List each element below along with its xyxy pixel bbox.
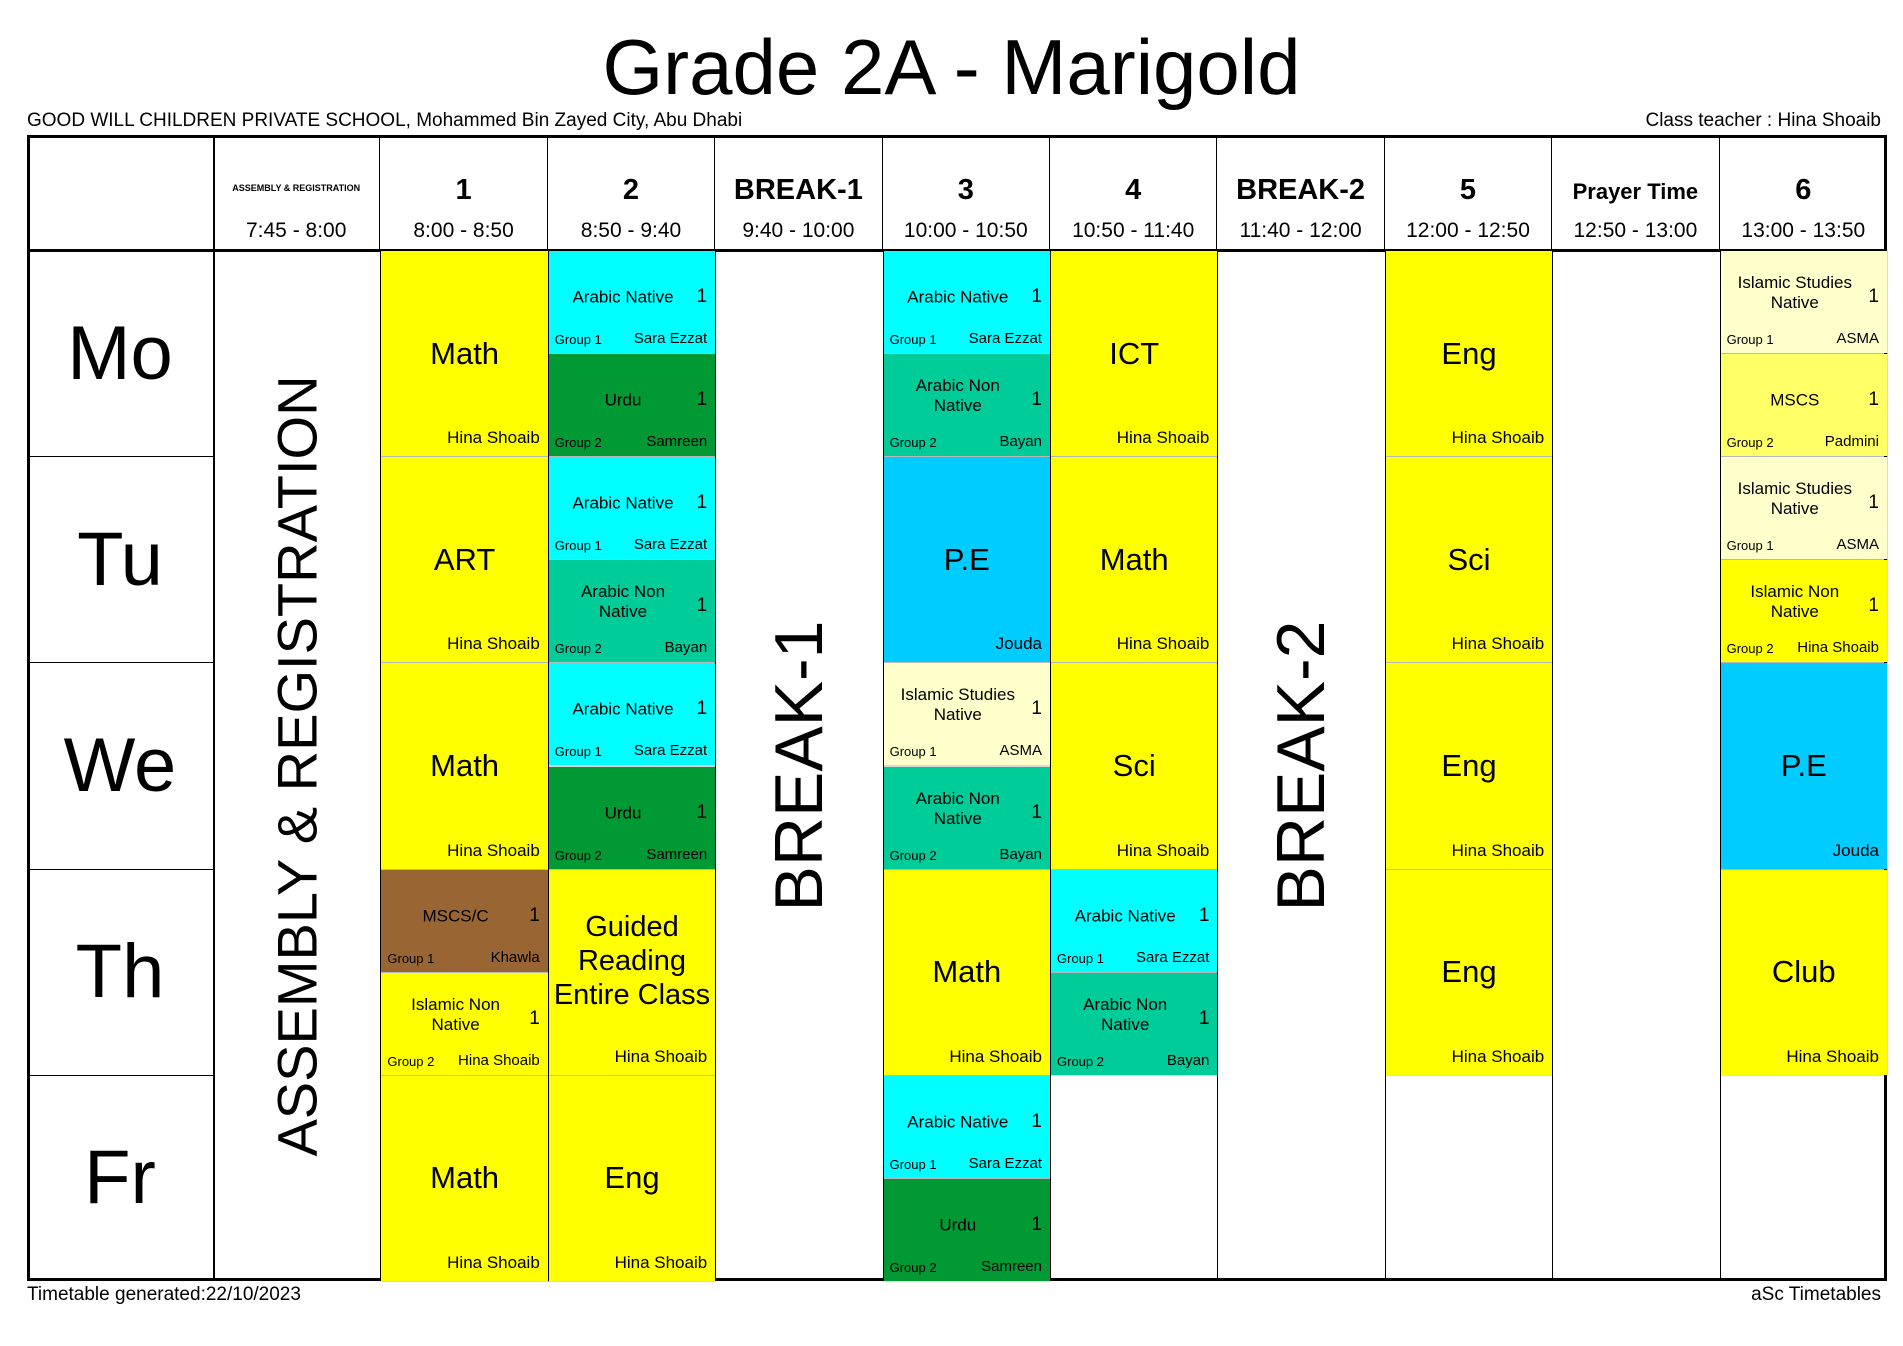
lesson-count: 1 xyxy=(696,492,708,514)
software-credit: aSc Timetables xyxy=(1751,1284,1881,1305)
lesson-teacher: Padmini xyxy=(1824,433,1879,451)
lesson-count: 1 xyxy=(529,1007,540,1029)
lesson-card[interactable] xyxy=(381,663,547,868)
lesson-card[interactable] xyxy=(1051,973,1217,1075)
period-label: ASSEMBLY & REGISTRATION xyxy=(232,183,361,193)
lesson-subject: Arabic Native xyxy=(907,1112,1009,1132)
lesson-card[interactable] xyxy=(1051,663,1217,868)
assembly-registration-label: ASSEMBLY & REGISTRATION xyxy=(265,374,329,1157)
lesson-teacher: Hina Shoaib xyxy=(1451,428,1545,448)
period-label: Prayer Time xyxy=(1572,179,1699,204)
lesson-count: 1 xyxy=(1031,1111,1042,1133)
lesson-teacher: Hina Shoaib xyxy=(1786,1046,1879,1066)
lesson-subject: Islamic Studies Native xyxy=(1737,479,1852,519)
lesson-subject: Arabic Non Native xyxy=(580,582,666,622)
lesson-subject: Eng xyxy=(1441,747,1497,783)
lesson-group: Group 1 xyxy=(554,332,602,348)
lesson-card[interactable] xyxy=(549,354,715,456)
lesson-subject: Arabic Native xyxy=(572,700,674,720)
lesson-teacher: Hina Shoaib xyxy=(1116,428,1210,448)
lesson-teacher: Sara Ezzat xyxy=(633,330,708,348)
lesson-count: 1 xyxy=(1031,698,1042,720)
lesson-teacher: Samreen xyxy=(981,1257,1042,1275)
lesson-card[interactable] xyxy=(1386,870,1552,1075)
lesson-teacher: Hina Shoaib xyxy=(447,634,540,654)
lesson-teacher: ASMA xyxy=(1836,330,1879,348)
lesson-count: 1 xyxy=(1868,595,1879,617)
lesson-subject: Math xyxy=(430,747,500,783)
lesson-card[interactable] xyxy=(381,870,547,972)
lesson-card[interactable] xyxy=(1721,663,1887,868)
period-label: 3 xyxy=(957,174,974,206)
lesson-card[interactable] xyxy=(1386,251,1552,456)
generated-date: Timetable generated:22/10/2023 xyxy=(27,1284,301,1305)
lesson-subject: ICT xyxy=(1109,335,1160,371)
lesson-card[interactable] xyxy=(1721,870,1887,1075)
lesson-teacher: Sara Ezzat xyxy=(633,742,708,760)
lesson-group: Group 1 xyxy=(889,332,937,348)
lesson-subject: Club xyxy=(1771,954,1836,990)
lesson-card[interactable] xyxy=(884,1179,1050,1281)
lesson-card[interactable] xyxy=(884,1076,1050,1178)
lesson-subject: Arabic Non Native xyxy=(1083,994,1168,1034)
lesson-card[interactable] xyxy=(549,870,715,1075)
lesson-group: Group 1 xyxy=(1726,538,1774,554)
lesson-card[interactable] xyxy=(1051,457,1217,662)
lesson-teacher: Bayan xyxy=(664,639,708,657)
lesson-group: Group 1 xyxy=(554,538,602,554)
lesson-count: 1 xyxy=(1868,492,1879,514)
lesson-subject: Urdu xyxy=(604,390,642,410)
lesson-count: 1 xyxy=(529,904,540,926)
lesson-card[interactable] xyxy=(884,663,1050,765)
period-header xyxy=(1720,135,1887,250)
period-header xyxy=(883,135,1050,250)
period-header xyxy=(548,135,715,250)
lesson-card[interactable] xyxy=(549,457,715,559)
lesson-teacher: Hina Shoaib xyxy=(1116,840,1210,860)
lesson-subject: Arabic Non Native xyxy=(915,376,1000,416)
period-header xyxy=(1217,135,1384,250)
period-header xyxy=(213,135,380,250)
period-header xyxy=(1385,135,1552,250)
lesson-teacher: Hina Shoaib xyxy=(1116,634,1210,654)
lesson-count: 1 xyxy=(696,698,708,720)
lesson-count: 1 xyxy=(1868,286,1879,308)
lesson-subject: Sci xyxy=(1447,541,1491,577)
lesson-subject: Math xyxy=(430,335,500,371)
period-header xyxy=(1552,135,1719,250)
lesson-card[interactable] xyxy=(549,663,715,765)
lesson-teacher: Bayan xyxy=(999,433,1042,451)
lesson-teacher: ASMA xyxy=(999,742,1042,760)
day-label: Tu xyxy=(77,516,163,602)
period-time: 8:00 - 8:50 xyxy=(413,219,514,242)
lesson-count: 1 xyxy=(696,389,708,411)
lesson-group: Group 2 xyxy=(554,847,602,863)
day-label: Mo xyxy=(67,310,173,396)
lesson-card[interactable] xyxy=(549,560,715,662)
lesson-subject: Sci xyxy=(1112,747,1156,783)
lesson-card[interactable] xyxy=(1721,457,1887,559)
period-label: 1 xyxy=(455,174,472,206)
lesson-subject: Math xyxy=(1099,541,1169,577)
page-title: Grade 2A - Marigold xyxy=(602,23,1301,111)
lesson-count: 1 xyxy=(1031,389,1042,411)
lesson-subject: Guided Reading Entire Class xyxy=(553,910,711,1011)
lesson-teacher: Hina Shoaib xyxy=(447,1252,540,1272)
period-time: 10:50 - 11:40 xyxy=(1072,219,1195,242)
lesson-teacher: Hina Shoaib xyxy=(1451,1046,1545,1066)
lesson-subject: Eng xyxy=(1441,335,1497,371)
lesson-card[interactable] xyxy=(1386,663,1552,868)
lesson-teacher: Sara Ezzat xyxy=(1136,948,1210,966)
period-label: 4 xyxy=(1125,174,1142,206)
lesson-card[interactable] xyxy=(1721,560,1887,662)
lesson-group: Group 1 xyxy=(1726,332,1774,348)
lesson-count: 1 xyxy=(1198,1007,1210,1029)
lesson-count: 1 xyxy=(696,286,708,308)
lesson-group: Group 2 xyxy=(1726,641,1774,657)
period-time: 8:50 - 9:40 xyxy=(580,219,682,242)
class-teacher: Class teacher : Hina Shoaib xyxy=(1645,110,1881,131)
lesson-card[interactable] xyxy=(1721,354,1887,456)
period-label: 2 xyxy=(622,174,640,206)
lesson-teacher: Hina Shoaib xyxy=(614,1252,708,1272)
period-header xyxy=(380,135,547,250)
day-label: Th xyxy=(75,929,165,1015)
lesson-teacher: Hina Shoaib xyxy=(447,428,540,448)
period-time: 7:45 - 8:00 xyxy=(245,219,347,242)
lesson-card[interactable] xyxy=(381,973,547,1075)
lesson-teacher: Sara Ezzat xyxy=(633,536,708,554)
lesson-count: 1 xyxy=(1198,904,1210,926)
lesson-teacher: Hina Shoaib xyxy=(447,840,540,860)
lesson-subject: Islamic Non Native xyxy=(411,994,500,1034)
lesson-count: 1 xyxy=(1868,389,1879,411)
lesson-count: 1 xyxy=(1031,801,1042,823)
lesson-group: Group 1 xyxy=(889,1156,937,1172)
lesson-subject: Math xyxy=(932,954,1002,990)
lesson-card[interactable] xyxy=(884,457,1050,662)
period-header xyxy=(1050,135,1217,250)
lesson-group: Group 2 xyxy=(1726,435,1774,451)
lesson-card[interactable] xyxy=(381,1076,547,1281)
lesson-group: Group 2 xyxy=(889,847,937,863)
lesson-subject: Arabic Native xyxy=(907,287,1009,307)
lesson-subject: P.E xyxy=(1780,747,1827,783)
lesson-count: 1 xyxy=(696,595,708,617)
lesson-card[interactable] xyxy=(549,251,715,353)
lesson-group: Group 1 xyxy=(889,744,937,760)
lesson-subject: Arabic Non Native xyxy=(915,788,1000,828)
day-label: Fr xyxy=(84,1135,156,1221)
lesson-teacher: Jouda xyxy=(995,634,1042,654)
break-2-label: BREAK-2 xyxy=(1263,620,1340,911)
lesson-card[interactable] xyxy=(884,870,1050,1075)
lesson-card[interactable] xyxy=(1386,457,1552,662)
lesson-group: Group 1 xyxy=(387,950,435,966)
lesson-group: Group 2 xyxy=(889,1259,937,1275)
lesson-card[interactable] xyxy=(1051,870,1217,972)
assembly-registration-label-cell xyxy=(213,250,380,1281)
lesson-teacher: ASMA xyxy=(1836,536,1879,554)
day-label: We xyxy=(63,722,177,808)
lesson-subject: Arabic Native xyxy=(572,287,674,307)
lesson-subject: Urdu xyxy=(604,803,642,823)
lesson-subject: MSCS/C xyxy=(422,906,489,926)
lesson-card[interactable] xyxy=(884,767,1050,869)
period-time: 13:00 - 13:50 xyxy=(1741,219,1866,242)
lesson-teacher: Hina Shoaib xyxy=(1451,840,1545,860)
lesson-group: Group 1 xyxy=(554,744,602,760)
lesson-group: Group 1 xyxy=(1057,950,1104,966)
school-name: GOOD WILL CHILDREN PRIVATE SCHOOL, Mohammed Bin Zayed City, Abu Dhabi xyxy=(27,110,743,131)
lesson-teacher: Samreen xyxy=(646,433,708,451)
lesson-teacher: Hina Shoaib xyxy=(949,1046,1042,1066)
lesson-subject: Islamic Studies Native xyxy=(1737,273,1852,313)
lesson-teacher: Khawla xyxy=(490,948,540,966)
lesson-card[interactable] xyxy=(549,767,715,869)
period-time: 9:40 - 10:00 xyxy=(742,219,855,242)
lesson-teacher: Sara Ezzat xyxy=(968,1154,1042,1172)
period-label: BREAK-1 xyxy=(733,174,863,206)
period-time: 12:00 - 12:50 xyxy=(1406,219,1530,242)
lesson-subject: Arabic Native xyxy=(572,493,674,513)
period-time: 10:00 - 10:50 xyxy=(903,219,1028,242)
lesson-group: Group 2 xyxy=(889,435,937,451)
period-label: 6 xyxy=(1795,174,1812,206)
lesson-card[interactable] xyxy=(1721,251,1887,353)
lesson-subject: Eng xyxy=(604,1160,660,1196)
lesson-teacher: Hina Shoaib xyxy=(1797,639,1879,657)
lesson-card[interactable] xyxy=(381,457,547,662)
lesson-teacher: Sara Ezzat xyxy=(968,330,1042,348)
lesson-subject: Islamic Studies Native xyxy=(900,685,1015,725)
column-divider xyxy=(1552,250,1553,1281)
break-1-label: BREAK-1 xyxy=(760,620,837,911)
lesson-teacher: Samreen xyxy=(646,845,708,863)
lesson-group: Group 2 xyxy=(554,641,602,657)
lesson-subject: P.E xyxy=(943,541,990,577)
lesson-teacher: Jouda xyxy=(1832,840,1879,860)
lesson-card[interactable] xyxy=(884,354,1050,456)
lesson-subject: Arabic Native xyxy=(1074,906,1176,926)
lesson-card[interactable] xyxy=(884,251,1050,353)
lesson-subject: ART xyxy=(433,541,496,577)
lesson-count: 1 xyxy=(696,801,708,823)
lesson-subject: MSCS xyxy=(1770,390,1820,410)
lesson-count: 1 xyxy=(1031,1214,1042,1236)
period-label: 5 xyxy=(1459,174,1477,206)
break-1-label-cell xyxy=(715,250,882,1281)
lesson-card[interactable] xyxy=(549,1076,715,1281)
lesson-subject: Math xyxy=(430,1160,500,1196)
lesson-card[interactable] xyxy=(1051,251,1217,456)
lesson-teacher: Bayan xyxy=(1166,1051,1210,1069)
lesson-teacher: Hina Shoaib xyxy=(614,1046,708,1066)
period-time: 12:50 - 13:00 xyxy=(1573,219,1698,242)
period-label: BREAK-2 xyxy=(1236,174,1366,206)
lesson-subject: Eng xyxy=(1441,954,1497,990)
lesson-group: Group 2 xyxy=(387,1053,435,1069)
lesson-card[interactable] xyxy=(381,251,547,456)
lesson-group: Group 2 xyxy=(1057,1053,1104,1069)
lesson-count: 1 xyxy=(1031,286,1042,308)
lesson-group: Group 2 xyxy=(554,435,602,451)
period-time: 11:40 - 12:00 xyxy=(1239,219,1362,242)
lesson-teacher: Hina Shoaib xyxy=(458,1051,540,1069)
lesson-teacher: Hina Shoaib xyxy=(1451,634,1545,654)
period-header xyxy=(715,135,882,250)
break-2-label-cell xyxy=(1217,250,1384,1281)
lesson-subject: Urdu xyxy=(939,1215,977,1235)
lesson-teacher: Bayan xyxy=(999,845,1042,863)
lesson-subject: Islamic Non Native xyxy=(1750,582,1840,622)
